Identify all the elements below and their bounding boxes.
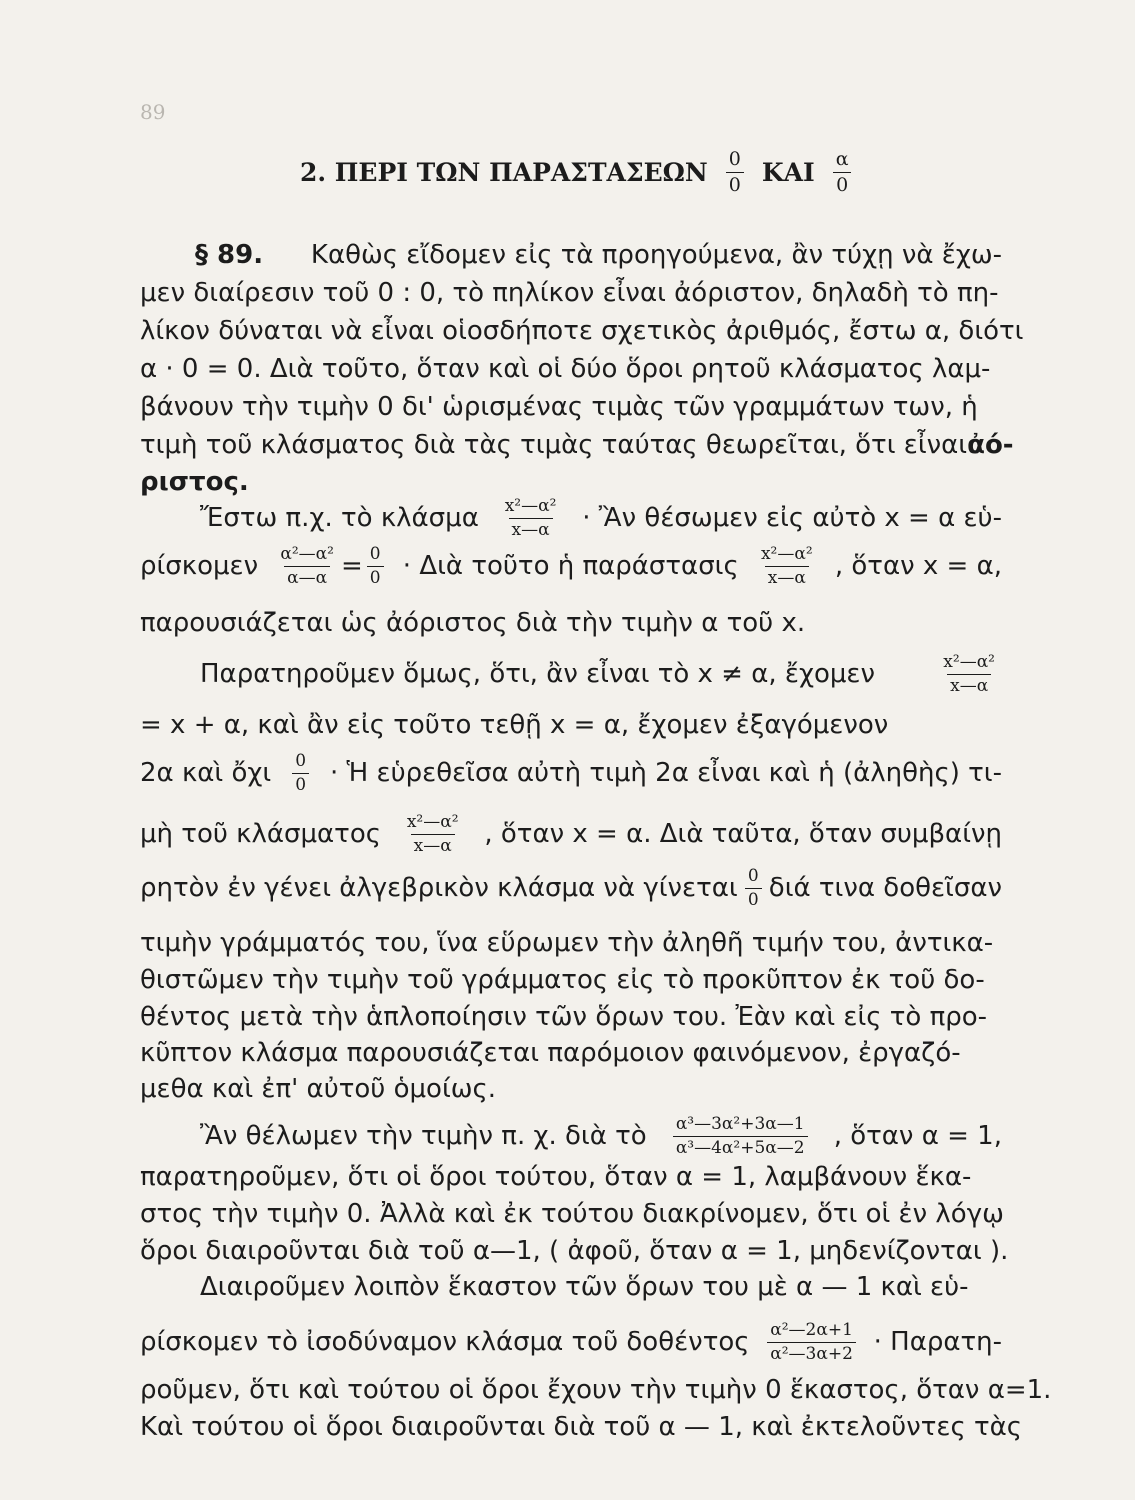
fraction: $\frac{\text{x²—α²}}{x—\alpha}$ xyxy=(504,495,557,540)
fraction: $\frac{\text{x²—α²}}{x—\alpha}$ xyxy=(760,543,813,588)
fraction: $\frac{0}{0}$ xyxy=(745,868,762,909)
fraction: $\frac{0}{0}$ xyxy=(292,753,309,794)
heading-fraction-alpha-over-zero: $\frac{\alpha}{0}$ xyxy=(833,150,852,195)
text-line: τιμὴν γράμματός του, ἵνα εὕρωμεν τὴν ἀληθῆ τιμήν του, ἀντικα- xyxy=(140,928,994,958)
text-line: ρίσκομεν $\frac{\text{α²—α²}}{\alpha—\alpha}$ = $\frac{0}{0}$ · Διὰ τοῦτο ἡ παράστασις $\frac{\text{x²—α²}}{x—\alpha}$ , ὅταν x = α, xyxy=(140,543,1002,588)
text-line: ρητὸν ἐν γένει ἀλγεβρικὸν κλάσμα νὰ γίνεται $\frac{0}{0}$ διά τινα δοθεῖσαν xyxy=(140,865,1002,910)
page-number: 89 xyxy=(140,100,166,124)
heading-kai: ΚΑΙ xyxy=(761,158,815,187)
text-line: ριστος. xyxy=(140,467,249,497)
text-line: κῦπτον κλάσμα παρουσιάζεται παρόμοιον φαινόμενον, ἐργαζό- xyxy=(140,1038,961,1068)
text-line: θέντος μετὰ τὴν ἁπλοποίησιν τῶν ὅρων του. Ἐὰν καὶ εἰς τὸ προ- xyxy=(140,1002,988,1032)
text-line: Παρατηροῦμεν ὅμως, ὅτι, ἂν εἶναι τὸ x ≠ α, ἔχομεν $\frac{\text{x²—α²}}{x—\alpha}$ xyxy=(200,646,1002,702)
text-line: τιμὴ τοῦ κλάσματος διὰ τὰς τιμὰς ταύτας θεωρεῖται, ὅτι εἶναι ἀό- xyxy=(140,430,1014,460)
heading-title: 2. ΠΕΡΙ ΤΩΝ ΠΑΡΑΣΤΑΣΕΩΝ xyxy=(300,158,708,187)
text-line: = x + α, καὶ ἂν εἰς τοῦτο τεθῇ x = α, ἔχομεν ἐξαγόμενον xyxy=(140,710,889,740)
section-number: § 89. xyxy=(195,240,264,270)
text-line: βάνουν τὴν τιμὴν 0 δι' ὡρισμένας τιμὰς τῶν γραμμάτων των, ἡ xyxy=(140,392,978,422)
fraction: $\frac{\text{α²—α²}}{\alpha—\alpha}$ xyxy=(280,543,334,588)
text-line: Ἂν θέλωμεν τὴν τιμὴν π. χ. διὰ τὸ $\frac{\text{α³—3α²+3α—1}}{\text{α³—4α²+5α—2}}$ , ὅταν α = 1, xyxy=(200,1113,1002,1158)
heading-fraction-zero-over-zero: $\frac{0}{0}$ xyxy=(726,150,744,195)
text-line: ρίσκομεν τὸ ἰσοδύναμον κλάσμα τοῦ δοθέντος $\frac{\text{α²—2α+1}}{\text{α²—3α+2}}$ · Παρατη- xyxy=(140,1319,1002,1364)
text-line: μεθα καὶ ἐπ' αὐτοῦ ὁμοίως. xyxy=(140,1074,497,1104)
fraction: $\frac{\text{α³—3α²+3α—1}}{\text{α³—4α²+5α—2}}$ xyxy=(673,1116,808,1157)
section-heading xyxy=(300,150,856,195)
fraction: $\frac{0}{0}$ xyxy=(367,546,384,587)
text-line: παρατηροῦμεν, ὅτι οἱ ὅροι τούτου, ὅταν α = 1, λαμβάνουν ἕκα- xyxy=(140,1162,972,1192)
text-line: Ἔστω π.χ. τὸ κλάσμα $\frac{\text{x²—α²}}{x—\alpha}$ · Ἂν θέσωμεν εἰς αὐτὸ x = α εὑ- xyxy=(200,495,1002,540)
text-line: στος τὴν τιμὴν 0. Ἀλλὰ καὶ ἐκ τούτου διακρίνομεν, ὅτι οἱ ἐν λόγῳ xyxy=(140,1199,1004,1229)
fraction: $\frac{\text{x²—α²}}{x—\alpha}$ xyxy=(406,811,459,856)
text-line: μὴ τοῦ κλάσματος $\frac{\text{x²—α²}}{x—\alpha}$ , ὅταν x = α. Διὰ ταῦτα, ὅταν συμβαίνῃ xyxy=(140,811,1002,856)
text-line: ροῦμεν, ὅτι καὶ τούτου οἱ ὅροι ἔχουν τὴν τιμὴν 0 ἕκαστος, ὅταν α=1. xyxy=(140,1375,1052,1405)
fraction: $\frac{\text{x²—α²}}{x—\alpha}$ xyxy=(943,651,995,696)
text-line: μεν διαίρεσιν τοῦ 0 : 0, τὸ πηλίκον εἶναι ἀόριστον, δηλαδὴ τὸ πη- xyxy=(140,278,999,308)
fraction: $\frac{\text{α²—2α+1}}{\text{α²—3α+2}}$ xyxy=(767,1322,856,1363)
text-line: θιστῶμεν τὴν τιμὴν τοῦ γράμματος εἰς τὸ προκῦπτον ἐκ τοῦ δο- xyxy=(140,965,985,995)
text-line: παρουσιάζεται ὡς ἀόριστος διὰ τὴν τιμὴν α τοῦ x. xyxy=(140,608,806,638)
text-line: Καὶ τούτου οἱ ὅροι διαιροῦνται διὰ τοῦ α — 1, καὶ ἐκτελοῦντες τὰς xyxy=(140,1412,1023,1442)
text-line: 2α καὶ ὄχι $\frac{0}{0}$ · Ἡ εὑρεθεῖσα αὐτὴ τιμὴ 2α εἶναι καὶ ἡ (ἀληθὴς) τι- xyxy=(140,750,1002,795)
text-line: Διαιροῦμεν λοιπὸν ἕκαστον τῶν ὅρων του μὲ α — 1 καὶ εὑ- xyxy=(200,1272,969,1302)
text-line: ὅροι διαιροῦνται διὰ τοῦ α—1, ( ἀφοῦ, ὅταν α = 1, μηδενίζονται ). xyxy=(140,1236,1009,1266)
text-line: λίκον δύναται νὰ εἶναι οἱοσδήποτε σχετικὸς ἀριθμός, ἔστω α, διότι xyxy=(140,316,1024,346)
text-line: α · 0 = 0. Διὰ τοῦτο, ὅταν καὶ οἱ δύο ὅροι ρητοῦ κλάσματος λαμ- xyxy=(140,354,991,384)
text-line: § 89. Καθὼς εἴδομεν εἰς τὰ προηγούμενα, ἂν τύχῃ νὰ ἔχω- xyxy=(195,240,1002,270)
